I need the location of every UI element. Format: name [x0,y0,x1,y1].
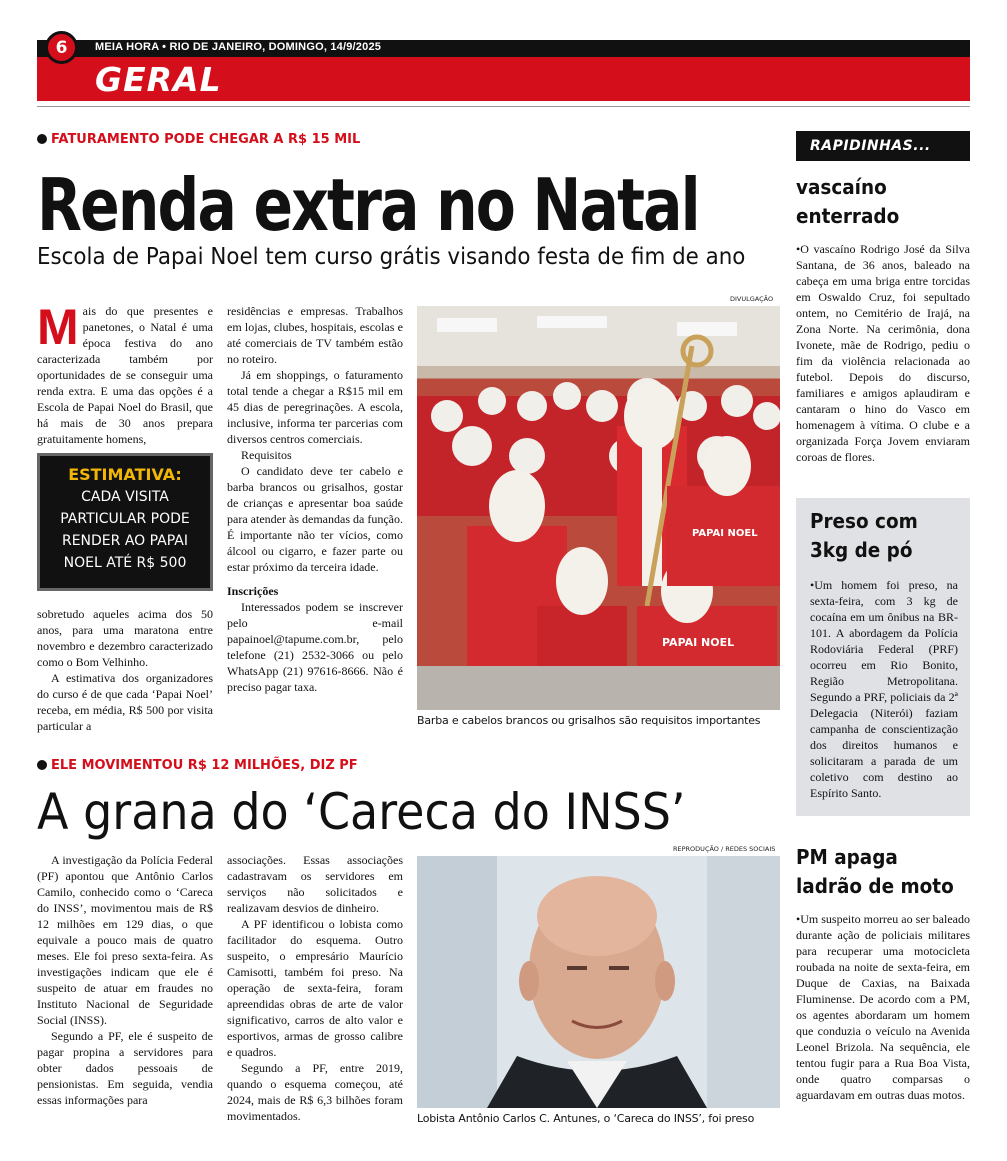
story1-col2 [227,303,403,695]
story2-para1: A investigação da Polícia Federal (PF) apontou que Antônio Carlos Camilo, conhecido como o ‘Careca do INSS’, movimentou mais de R$ 12 milhões em 129 dias, o que equivale a pouco mais de quatro meses. Ele foi preso sexta-feira. As investigações indicam que ele é suspeito de atuar em fraudes no Instituto Nacional de Seguridade Social (INSS). [37,853,213,1027]
bullet-icon [37,134,47,144]
story2-para5: Segundo a PF, entre 2019, quando o esquema começou, até 2024, mais de R$ 6,3 bilhões foram movimentados. [227,1061,403,1123]
careca-portrait-photo [417,856,780,1108]
header-rule [37,106,970,107]
bullet-icon [37,760,47,770]
story2-headline: A grana do ‘Careca do INSS’ [37,783,686,841]
story1-para4: residências e empresas. Trabalhos em lojas, clubes, hospitais, escolas e até comerciais de TV também estão no roteiro. [227,304,403,366]
rail-item3-head-line1: PM apaga [796,845,898,869]
rail-item3-head-line2: ladrão de moto [796,874,954,898]
story1-para5: Já em shoppings, o faturamento total tende a chegar a R$15 mil em 45 dias de peregrinações. A escola, inclusive, informa ter parcerias com diversos centros comerciais. [227,368,403,446]
story1-kicker-text: FATURAMENTO PODE CHEGAR A R$ 15 MIL [51,132,361,147]
story2-para4: A PF identificou o lobista como facilitador do esquema. Outro suspeito, o empresário Maurício Camisotti, também foi preso. Na operação de sexta-feira, foram apreendidas obras de arte de valor significativo, carros de alto valor e esportivos, armas de grosso calibre e quadros. [227,917,403,1059]
story1-kicker [37,132,360,147]
rail-item2-head [810,507,918,565]
rail-item2-head-line1: Preso com [810,509,918,533]
rail-item2-body: •Um homem foi preso, na sexta-feira, com 3 kg de cocaína em um ônibus na BR-101. A abordagem da Polícia Rodoviária Federal (PRF) ocorreu em Rio Bonito, Região Metropolitana. Segundo a PRF, policiais da 2ª Delegacia (Niterói) faziam campanha de conscientização dos direitos humanos e solicitaram a parada de um coletivo com destino ao Espírito Santo. [810,578,958,800]
story2-kicker [37,758,358,773]
story1-subhead: Escola de Papai Noel tem curso grátis visando festa de fim de ano [37,244,746,270]
story2-para2: Segundo a PF, ele é suspeito de pagar propina a servidores para obter dados pessoais de pensionistas. Em seguida, vendia essas informações para [37,1029,213,1107]
story2-col1 [37,852,213,1108]
story1-col1-top [37,299,213,447]
rail-item1-body: •O vascaíno Rodrigo José da Silva Santana, de 36 anos, baleado na cabeça em uma briga entre torcidas em Oswaldo Cruz, foi sepultado ontem, no Cemitério de Irajá, na Zona Norte. Na cerimônia, dona Ivonete, mãe de Rodrigo, pediu o fim da violência relacionada ao futebol. Depois do discurso, familiares e amigos aplaudiram e cantaram o hino do Vasco em homenagem à vítima. O clube e a organizada Força Jovem enviaram coroas de flores. [796,242,970,464]
insc-title: Inscrições [227,584,279,598]
page-number: 6 [45,31,78,64]
story1-para1: ais do que presentes e panetones, o Natal é uma época festiva do ano caracterizada também por oportunidades de se conseguir uma renda extra. E uma das opções é a Escola de Papai Noel do Brasil, que há mais de 30 anos prepara gratuitamente homens, [37,304,213,446]
story2-col2 [227,852,403,1124]
santa-group-photo [417,306,780,710]
story1-headline: Renda extra no Natal [37,163,699,247]
story1-para3: A estimativa dos organizadores do curso é de que cada ‘Papai Noel’ receba, em média, R$ 500 por visita particular a [37,671,213,733]
estimativa-body: CADA VISITA PARTICULAR PODE RENDER AO PAPAI NOEL ATÉ R$ 500 [60,489,190,571]
rail-item1-head-line2: enterrado [796,204,900,228]
section-title: GERAL [95,60,222,99]
shirt-text-2: PAPAI NOEL [692,528,758,539]
story1-col1-bottom [37,606,213,734]
rail-item1-head [796,173,899,231]
santa-group-illustration [417,306,780,710]
photo1-caption: Barba e cabelos brancos ou grisalhos são requisitos importantes [417,714,761,727]
story2-para3: associações. Essas associações cadastravam os servidores em serviços não solicitados e realizavam desvios de dinheiro. [227,853,403,915]
req-title: Requisitos [241,448,292,462]
photo1-credit: DIVULGAÇÃO [730,295,774,303]
story1-para6: O candidato deve ter cabelo e barba brancos ou grisalhos, gostar de crianças e apresentar boa saúde para atender às demandas da função. É importante não ter vícios, como álcool ou cigarro, e fazer parte ou estar próximo da terceira idade. [227,464,403,574]
story2-kicker-text: ELE MOVIMENTOU R$ 12 MILHÕES, DIZ PF [51,758,358,773]
rail-item1-head-line1: vascaíno [796,175,887,199]
estimativa-head: ESTIMATIVA: [68,465,182,484]
dropcap: M [37,299,79,355]
rail-item2-head-line2: 3kg de pó [810,538,913,562]
photo2-credit: REPRODUÇÃO / REDES SOCIAIS [673,845,776,853]
story1-para2: sobretudo aqueles acima dos 50 anos, para uma maratona entre novembro e dezembro caracterizado como o Bom Velhinho. [37,607,213,669]
photo2-caption: Lobista Antônio Carlos C. Antunes, o ‘Careca do INSS’, foi preso [417,1112,755,1125]
story1-para7: Interessados podem se inscrever pelo e-mail papainoel@tapume.com.br, pelo telefone (21) 2532-3066 ou pelo WhatsApp (21) 97616-8666. Não é preciso pagar taxa. [227,600,403,694]
rail-item3-body: •Um suspeito morreu ao ser baleado durante ação de policiais militares para recuperar uma motocicleta roubada na noite de sexta-feira, em Duque de Caxias, na Baixada Fluminense. De acordo com a PM, os agentes abordaram um homem que conduzia o veículo na Avenida Leonel Brizola. Na sequência, ele tentou fugir para a Rua Boa Vista, onde quatro comparsas o aguardavam em outras duas motos. [796,912,970,1102]
estimativa-box [37,453,213,591]
portrait-illustration [417,856,780,1108]
rapidinhas-tag: RAPIDINHAS... [796,131,970,161]
paper-info: MEIA HORA • RIO DE JANEIRO, DOMINGO, 14/9/2025 [95,41,382,53]
rail-item3-head [796,843,954,901]
shirt-text: PAPAI NOEL [662,636,735,649]
